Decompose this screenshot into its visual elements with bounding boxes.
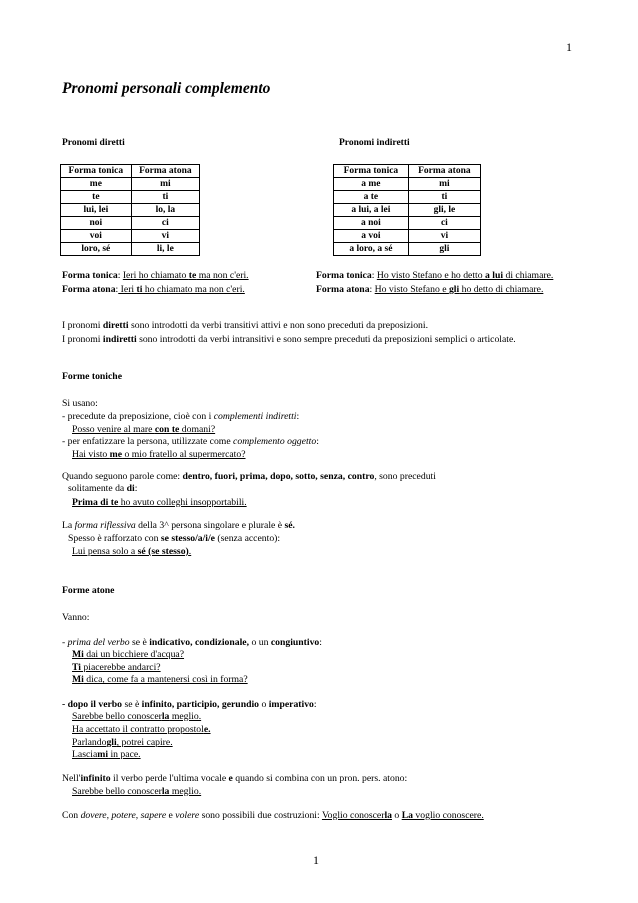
table-header-row	[334, 165, 481, 178]
table-row	[334, 204, 481, 217]
table-row	[334, 178, 481, 191]
cell-forma-atona: ti	[408, 191, 480, 204]
cell-forma-tonica: a voi	[334, 230, 409, 243]
table-row	[61, 178, 200, 191]
cell-forma-atona: vi	[408, 230, 480, 243]
example-prima-di-te: Prima di te ho avuto colleghi insopportabili.	[72, 497, 247, 508]
text-dovere-potere: Con dovere, potere, sapere e volere sono possibili due costruzioni: Voglio conoscerla o La voglio conoscere.	[62, 810, 484, 821]
bullet-dopo-il-verbo: - dopo il verbo se è infinito, participio, gerundio o imperativo:	[62, 699, 317, 710]
cell-forma-tonica: loro, sé	[61, 243, 132, 256]
text-si-usano: Si usano:	[62, 398, 98, 409]
bullet-enfatizzare: - per enfatizzare la persona, utilizzate come complemento oggetto:	[62, 436, 319, 447]
table-header-row	[61, 165, 200, 178]
table-row	[61, 243, 200, 256]
table-row	[334, 243, 481, 256]
cell-forma-tonica: a loro, a sé	[334, 243, 409, 256]
example-infinito: Sarebbe bello conoscerla meglio.	[72, 786, 202, 797]
table-row	[61, 217, 200, 230]
table-row	[61, 191, 200, 204]
table-row	[334, 217, 481, 230]
example-parlandogli: Parlandogli, potrei capire.	[72, 737, 173, 748]
example-lui-pensa: Lui pensa solo a sé (se stesso).	[72, 546, 192, 557]
example-diretti-atona: Forma atona: Ieri ti ho chiamato ma non c'eri.	[62, 284, 245, 295]
text-solitamente: solitamente da di:	[68, 483, 138, 494]
intro-indiretti: I pronomi indiretti sono introdotti da verbi intransitivi e sono sempre preceduti da preposizioni semplici o articolate.	[62, 334, 516, 345]
cell-forma-tonica: me	[61, 178, 132, 191]
page-number-bottom: 1	[313, 853, 319, 867]
example-hai-visto-me: Hai visto me o mio fratello al supermercato?	[72, 449, 246, 460]
example-conoscerla: Sarebbe bello conoscerla meglio.	[72, 711, 202, 722]
heading-forme-atone: Forme atone	[62, 585, 115, 596]
cell-forma-tonica: a noi	[334, 217, 409, 230]
example-con-te: Posso venire al mare con te domani?	[72, 424, 216, 435]
text-vanno: Vanno:	[62, 612, 90, 623]
cell-forma-atona: ci	[131, 217, 199, 230]
text-quando-seguono: Quando seguono parole come: dentro, fuori, prima, dopo, sotto, senza, contro, sono preceduti	[62, 471, 436, 482]
table-row	[61, 204, 200, 217]
example-mi-dica: Mi dica, come fa a mantenersi così in forma?	[72, 674, 248, 685]
cell-forma-atona: mi	[408, 178, 480, 191]
header-forma-tonica: Forma tonica	[334, 165, 409, 178]
cell-forma-tonica: lui, lei	[61, 204, 132, 217]
label-pronomi-indiretti: Pronomi indiretti	[339, 138, 410, 148]
cell-forma-atona: vi	[131, 230, 199, 243]
header-forma-tonica: Forma tonica	[61, 165, 132, 178]
cell-forma-atona: mi	[131, 178, 199, 191]
cell-forma-atona: gli	[408, 243, 480, 256]
example-indiretti-atona: Forma atona: Ho visto Stefano e gli ho detto di chiamare.	[316, 284, 544, 295]
text-rafforzato: Spesso è rafforzato con se stesso/a/i/e (senza accento):	[68, 533, 281, 544]
cell-forma-tonica: a lui, a lei	[334, 204, 409, 217]
table-pronomi-diretti	[60, 164, 200, 256]
table-row	[334, 230, 481, 243]
text-forma-riflessiva: La forma riflessiva della 3^ persona singolare e plurale è sé.	[62, 520, 295, 531]
cell-forma-atona: gli, le	[408, 204, 480, 217]
bullet-prima-del-verbo: - prima del verbo se è indicativo, condizionale, o un congiuntivo:	[62, 637, 322, 648]
header-forma-atona: Forma atona	[408, 165, 480, 178]
header-forma-atona: Forma atona	[131, 165, 199, 178]
heading-forme-toniche: Forme toniche	[62, 371, 122, 382]
example-lasciami: Lasciami in pace.	[72, 749, 141, 760]
cell-forma-tonica: noi	[61, 217, 132, 230]
cell-forma-tonica: voi	[61, 230, 132, 243]
example-diretti-tonica: Forma tonica: Ieri ho chiamato te ma non c'eri.	[62, 270, 249, 281]
cell-forma-atona: li, le	[131, 243, 199, 256]
bullet-preposizione: - precedute da preposizione, cioè con i complementi indiretti:	[62, 411, 300, 422]
page-title: Pronomi personali complemento	[62, 80, 271, 97]
cell-forma-atona: ti	[131, 191, 199, 204]
text-infinito: Nell'infinito il verbo perde l'ultima vocale e quando si combina con un pron. pers. atono:	[62, 773, 408, 784]
label-pronomi-diretti: Pronomi diretti	[62, 138, 125, 148]
cell-forma-tonica: te	[61, 191, 132, 204]
example-mi-dai: Mi dai un bicchiere d'acqua?	[72, 649, 185, 660]
table-row	[334, 191, 481, 204]
cell-forma-atona: lo, la	[131, 204, 199, 217]
page-number-top: 1	[566, 40, 572, 54]
table-row	[61, 230, 200, 243]
cell-forma-tonica: a te	[334, 191, 409, 204]
example-indiretti-tonica: Forma tonica: Ho visto Stefano e ho detto a lui di chiamare.	[316, 270, 554, 281]
table-pronomi-indiretti	[333, 164, 481, 256]
intro-diretti: I pronomi diretti sono introdotti da verbi transitivi attivi e non sono preceduti da preposizioni.	[62, 320, 429, 331]
example-propostole: Ha accettato il contratto propostole.	[72, 724, 211, 735]
cell-forma-atona: ci	[408, 217, 480, 230]
cell-forma-tonica: a me	[334, 178, 409, 191]
example-ti-piacerebbe: Ti piacerebbe andarci?	[72, 662, 161, 673]
